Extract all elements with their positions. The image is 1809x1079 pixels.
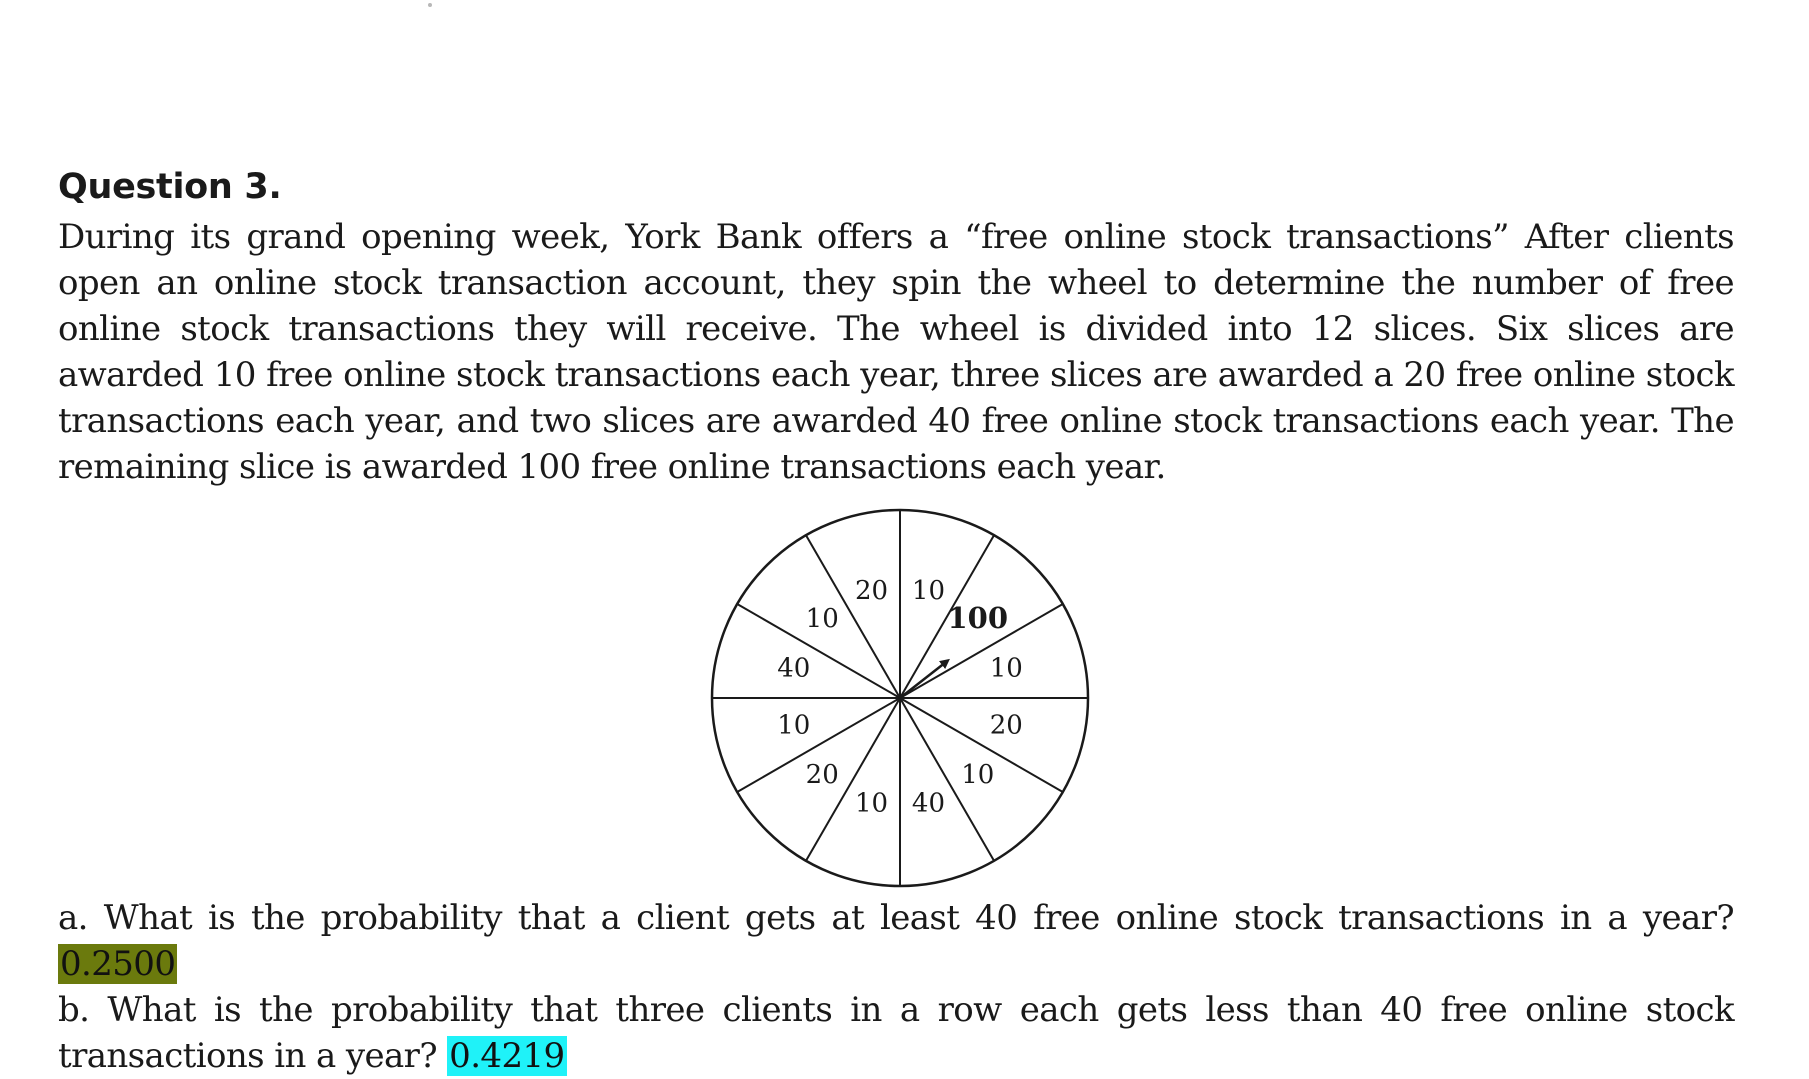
wheel-slice-label: 10 (805, 604, 839, 635)
question-intro: During its grand opening week, York Bank offers a “free online stock transactions” After clients open an online stock transaction account, they spin the wheel to determine the number of free online stock transactions they will receive. The wheel is divided into 12 slices. Six slices are awarded 10 free online stock transactions each year, three slices are awarded a 20 free online stock transactions each year, and two slices are awarded 40 free online stock transactions each year. The remaining slice is awarded 100 free online transactions each year. (58, 217, 1734, 487)
part-b (58, 987, 1734, 1079)
wheel-slice-label: 10 (911, 575, 946, 606)
wheel-slice-label: 20 (989, 710, 1023, 741)
wheel-slice-label: 100 (947, 601, 1009, 636)
part-a-question: a. What is the probability that a client gets at least 40 free online stock transactions in a year? (58, 898, 1734, 938)
wheel-slice-label: 10 (989, 653, 1023, 684)
question-title: Question 3. (58, 167, 282, 207)
wheel-slice-label: 10 (961, 759, 995, 790)
arrow-icon (900, 662, 946, 698)
wheel-slice-label: 10 (854, 788, 889, 819)
prize-wheel (708, 506, 1092, 890)
wheel-slice-label: 40 (911, 788, 946, 819)
wheel-slice-label: 10 (777, 710, 811, 741)
part-a-answer: 0.2500 (60, 944, 176, 984)
part-a (58, 895, 1734, 987)
part-b-answer: 0.4219 (449, 1036, 565, 1076)
part-b-question: b. What is the probability that three clients in a row each gets less than 40 free online stock transactions in a year? (58, 990, 1734, 1076)
answers-section (58, 895, 1734, 1079)
decorative-dot (428, 3, 432, 7)
wheel-slice-label: 20 (854, 575, 889, 606)
wheel-slice-label: 40 (777, 653, 811, 684)
wheel-slice-label: 20 (805, 759, 839, 790)
